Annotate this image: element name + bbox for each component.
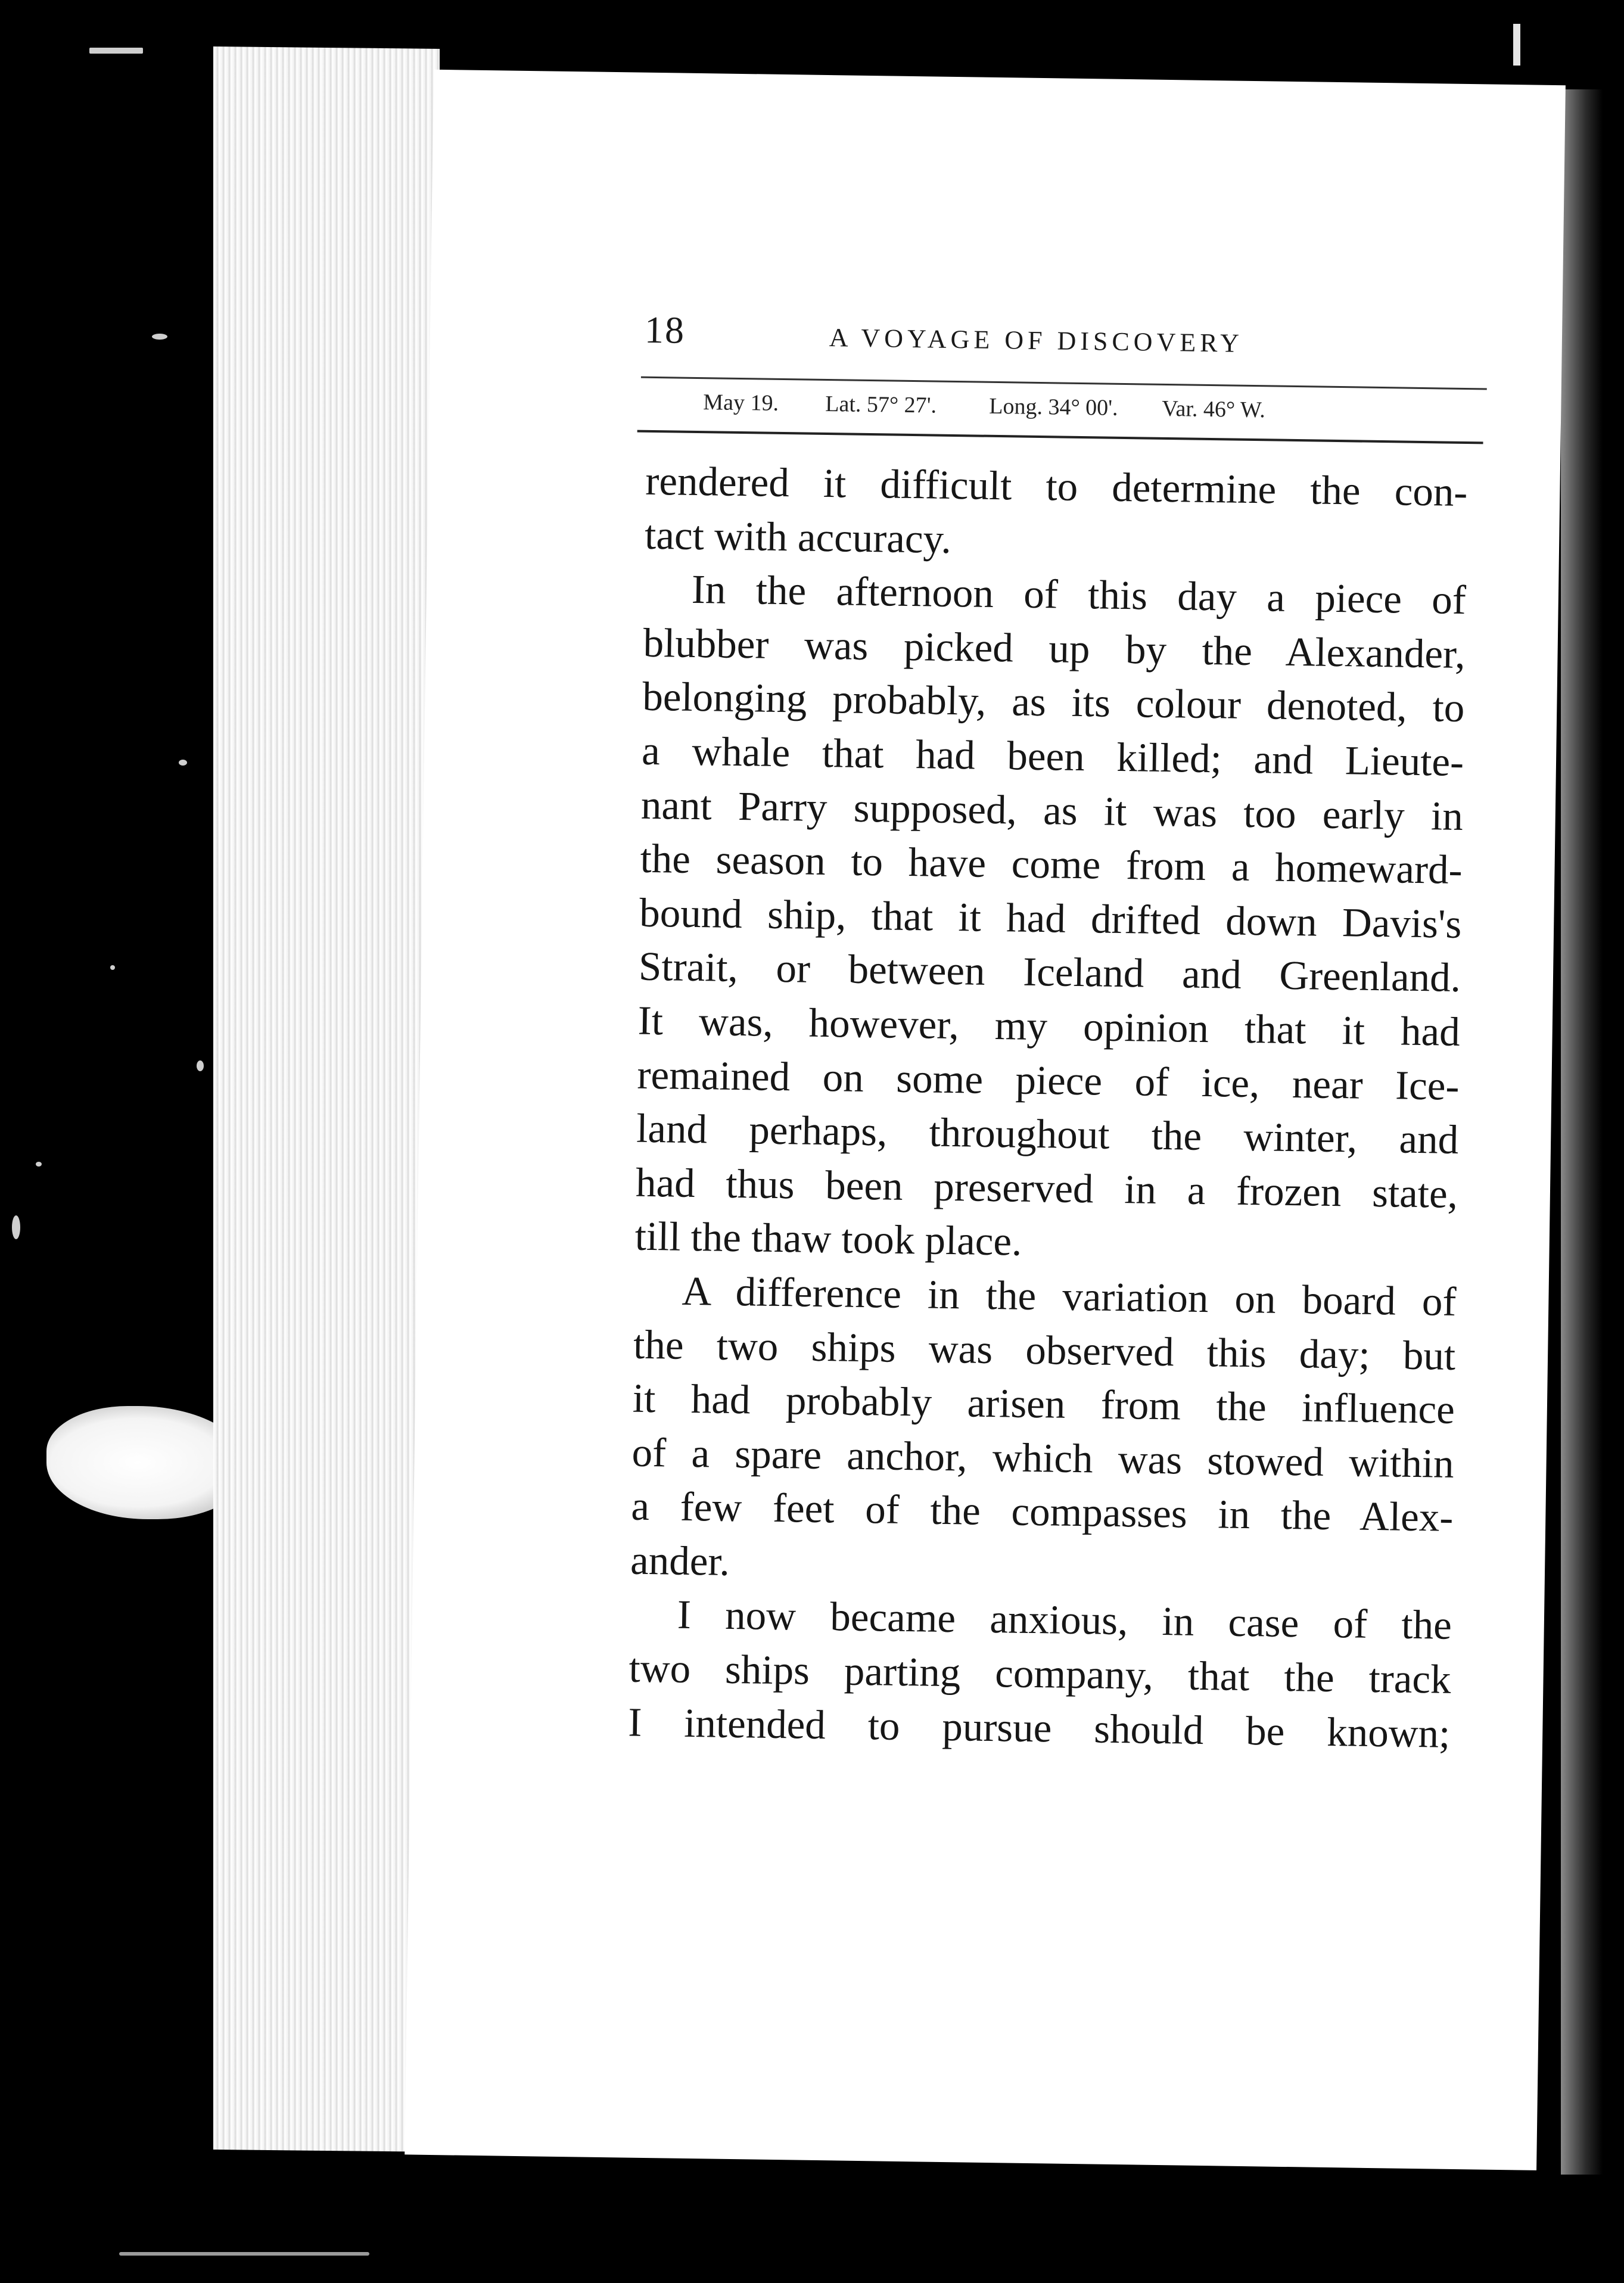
text-line: blubber was picked up by the Alexander, [643, 620, 1466, 677]
running-head [644, 308, 1491, 374]
dust-speck [110, 965, 115, 970]
text-line: a whale that had been killed; and Lieute- [641, 727, 1464, 785]
text-line: a few feet of the compasses in the Alex- [630, 1483, 1454, 1541]
text-line: land perhaps, throughout the winter, and [636, 1105, 1459, 1163]
page-number: 18 [644, 308, 686, 352]
text-line: I now became anxious, in case of the [677, 1592, 1452, 1649]
text-line: the season to have come from a homeward- [640, 835, 1463, 893]
page-edges [213, 46, 440, 2152]
paragraph [628, 1587, 1452, 1761]
dust-speck [36, 1162, 42, 1167]
text-line: I intended to pursue should be known; [627, 1699, 1451, 1756]
dust-speck [119, 2252, 369, 2256]
paragraph [645, 454, 1468, 573]
dust-speck [89, 48, 143, 54]
text-line: A difference in the variation on board of [681, 1268, 1457, 1324]
margin-mark [1513, 24, 1520, 66]
body-text [628, 454, 1468, 1761]
text-line: In the afternoon of this day a piece of [691, 567, 1467, 623]
text-line: the two ships was observed this day; but [633, 1321, 1456, 1379]
dust-speck [12, 1215, 20, 1239]
log-line [703, 389, 1478, 436]
text-line: it had probably arisen from the influence [632, 1375, 1455, 1432]
book-page [405, 70, 1566, 2170]
running-title: A VOYAGE OF DISCOVERY [829, 323, 1244, 358]
paragraph [630, 1264, 1457, 1599]
text-line: nant Parry supposed, as it was too early in [640, 782, 1464, 839]
log-variation: Var. 46° W. [1161, 396, 1266, 423]
text-line: tact with accuracy. [644, 512, 952, 562]
text-line: remained on some piece of ice, near Ice- [637, 1052, 1460, 1109]
text-line: bound ship, that it had drifted down Davis's [639, 889, 1462, 947]
text-line: rendered it difficult to determine the con- [645, 458, 1468, 515]
top-rule [641, 377, 1487, 390]
text-line: till the thaw took place. [634, 1213, 1022, 1265]
paragraph [634, 562, 1466, 1275]
text-line: Strait, or between Iceland and Greenland. [638, 944, 1461, 1001]
text-line: ander. [630, 1537, 730, 1584]
log-longitude: Long. 34° 00'. [989, 393, 1118, 421]
text-line: of a spare anchor, which was stowed within [631, 1429, 1455, 1486]
text-line: had thus been preserved in a frozen state, [635, 1159, 1458, 1217]
text-line: It was, however, my opinion that it had [637, 997, 1461, 1055]
dust-speck [197, 1060, 204, 1071]
log-date: May 19. [703, 390, 779, 416]
dust-speck [152, 334, 167, 340]
text-line: belonging probably, as its colour denoted, to [642, 674, 1465, 731]
dust-speck [179, 760, 187, 766]
log-latitude: Lat. 57° 27'. [825, 391, 937, 418]
text-line: two ships parting company, that the track [629, 1645, 1452, 1702]
gutter-shadow [1561, 89, 1603, 2175]
